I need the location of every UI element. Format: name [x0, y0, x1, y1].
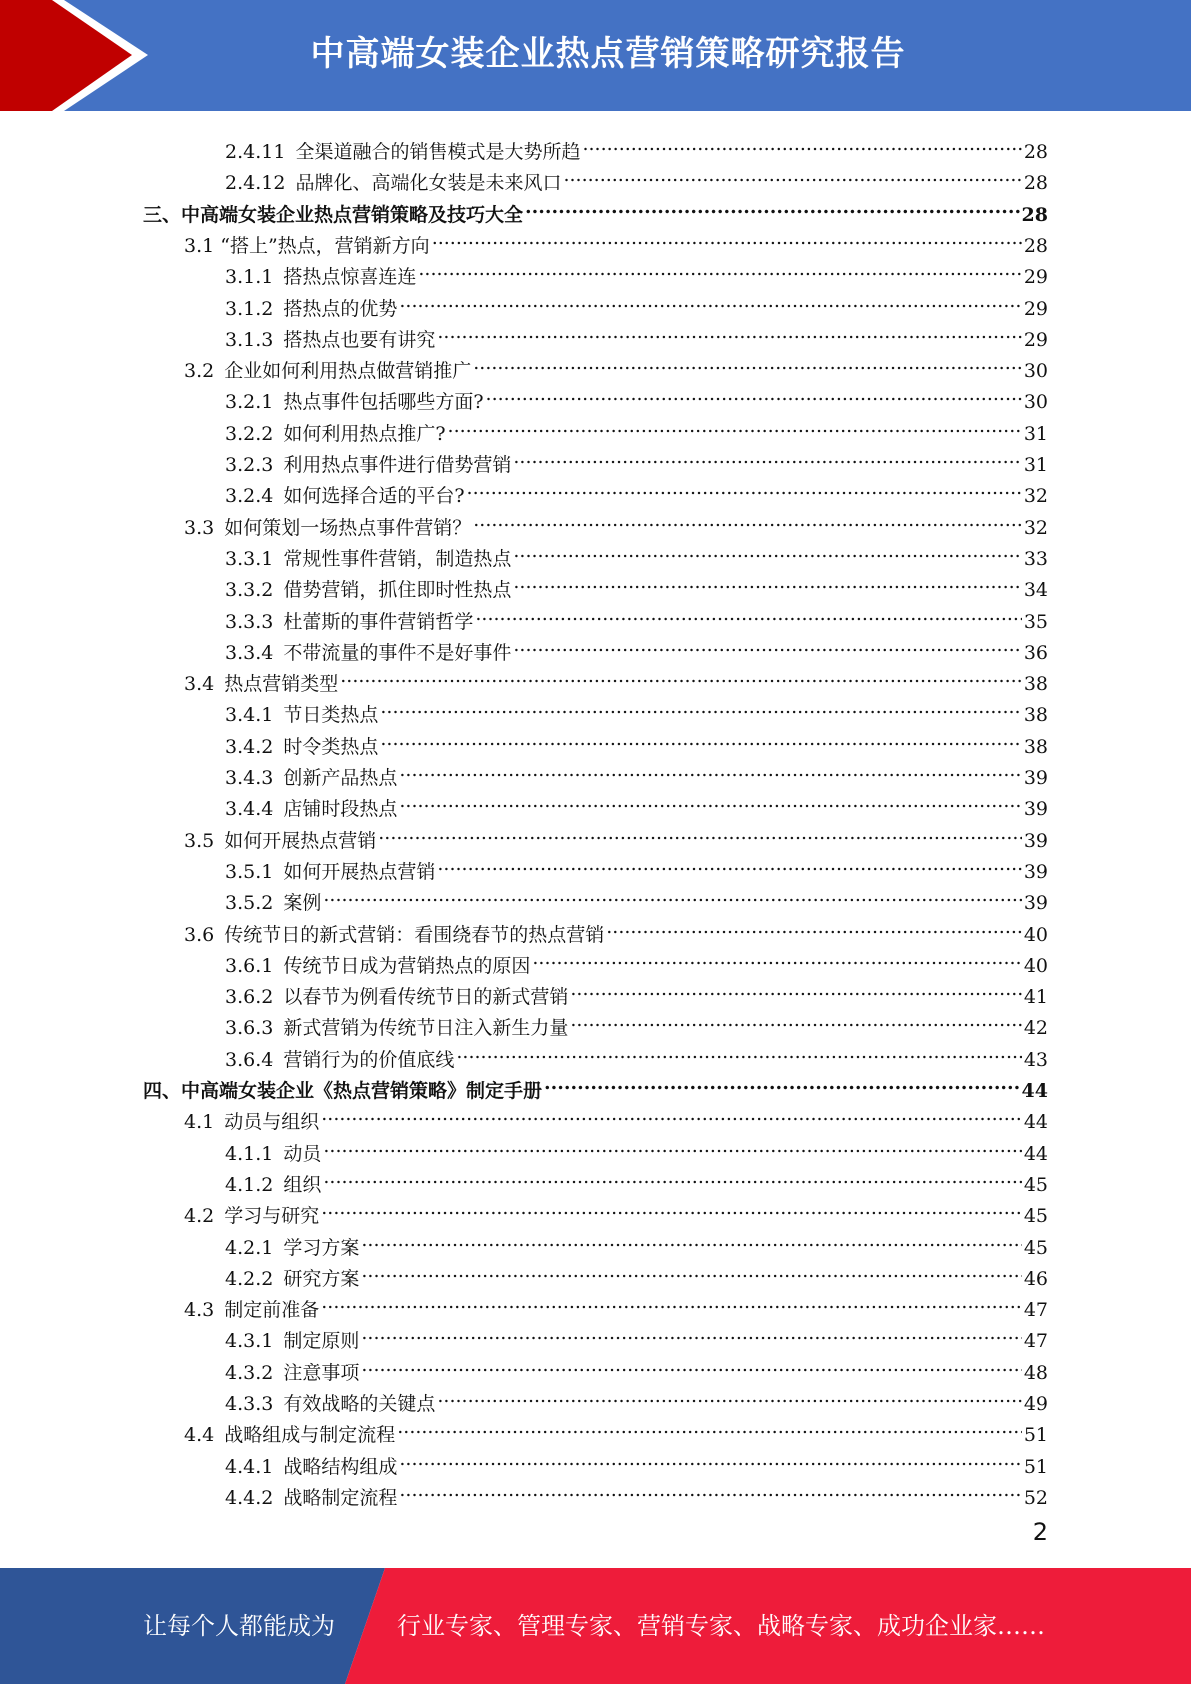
toc-dot-leader — [544, 1067, 1020, 1097]
toc-entry-page: 38 — [1023, 735, 1048, 758]
toc-entry-number: 3.4.4 — [225, 798, 274, 821]
toc-dot-leader — [321, 1286, 1022, 1316]
toc-entry-number: 3.6.3 — [225, 1017, 274, 1040]
toc-entry-title: 战略制定流程 — [283, 1486, 398, 1509]
toc-entry-page: 45 — [1023, 1205, 1048, 1228]
toc-entry-page: 28 — [1023, 234, 1048, 257]
toc-dot-leader — [361, 1349, 1021, 1379]
toc-entry[interactable] — [225, 973, 1048, 1009]
toc-dot-leader — [399, 285, 1021, 315]
toc-entry-title: 品牌化、高端化女装是未来风口 — [295, 172, 562, 195]
toc-entry[interactable] — [225, 1036, 1048, 1071]
toc-entry[interactable] — [225, 879, 1048, 915]
toc-entry-number: 4.3 — [184, 1299, 215, 1322]
toc-entry-number: 3.3.2 — [225, 579, 274, 602]
toc-entry-number: 3.2.2 — [225, 422, 274, 445]
toc-entry-title: 如何策划一场热点事件营销？ — [224, 516, 472, 539]
toc-entry[interactable] — [225, 629, 1048, 664]
toc-entry-page: 38 — [1023, 673, 1048, 696]
toc-entry-number: 3.6.4 — [225, 1048, 274, 1071]
toc-dot-leader — [397, 1411, 1022, 1441]
toc-entry-page: 34 — [1023, 579, 1048, 602]
toc-entry-title: 3.1 “搭上”热点，营销新方向 — [184, 234, 430, 257]
toc-entry-number: 4.4.1 — [225, 1455, 274, 1478]
toc-entry-title: 杜蕾斯的事件营销哲学 — [283, 610, 474, 633]
toc-entry-title: 搭热点的优势 — [283, 297, 398, 320]
toc-entry-title: 传统节日的新式营销：看围绕春节的热点营销 — [224, 923, 605, 946]
toc-dot-leader — [513, 535, 1021, 565]
toc-entry-title: 传统节日成为营销热点的原因 — [283, 954, 531, 977]
toc-entry-title: 热点营销类型 — [224, 673, 339, 696]
toc-entry[interactable] — [225, 754, 1048, 789]
toc-entry[interactable] — [225, 472, 1048, 508]
toc-entry-number: 4.1 — [184, 1111, 215, 1134]
toc-dot-leader — [399, 785, 1021, 815]
toc-entry-number: 3.3.1 — [225, 547, 274, 570]
toc-entry-title: 制定前准备 — [224, 1299, 320, 1322]
toc-entry-page: 44 — [1021, 1080, 1048, 1102]
toc-entry-page: 44 — [1023, 1142, 1048, 1165]
toc-entry-page: 42 — [1023, 1017, 1048, 1040]
toc-entry-page: 45 — [1023, 1173, 1048, 1196]
toc-entry-page: 48 — [1023, 1361, 1048, 1384]
toc-entry[interactable] — [184, 1192, 1048, 1228]
toc-entry-number: 4.2.1 — [225, 1236, 274, 1259]
toc-dot-leader — [361, 1224, 1021, 1254]
toc-entry-page: 30 — [1023, 360, 1048, 383]
toc-dot-leader — [361, 1317, 1021, 1347]
toc-entry-title: 战略组成与制定流程 — [224, 1424, 396, 1447]
toc-dot-leader — [323, 1161, 1021, 1191]
toc-entry-number: 4.1.2 — [225, 1173, 274, 1196]
toc-dot-leader — [606, 911, 1022, 941]
toc-entry-title: 创新产品热点 — [283, 767, 398, 789]
toc-entry-page: 43 — [1023, 1048, 1048, 1071]
toc-entry-number: 4.3.2 — [225, 1361, 274, 1384]
toc-entry-title: 如何利用热点推广? — [283, 422, 446, 445]
toc-dot-leader — [437, 316, 1021, 346]
toc-entry-title: 如何开展热点营销 — [224, 829, 377, 852]
toc-entry[interactable] — [225, 566, 1048, 602]
toc-entry-page: 40 — [1023, 923, 1048, 946]
toc-entry[interactable] — [143, 1067, 1048, 1102]
toc-dot-leader — [582, 128, 1021, 158]
toc-entry-number: 4.4.2 — [225, 1486, 274, 1509]
document-title: 中高端女装企业热点营销策略研究报告 — [310, 34, 906, 74]
toc-entry-page: 31 — [1023, 454, 1048, 476]
toc-dot-leader — [570, 1004, 1021, 1034]
toc-dot-leader — [399, 1474, 1021, 1504]
toc-entry-number: 3.4.2 — [225, 735, 274, 758]
toc-entry-title: 动员 — [283, 1142, 322, 1165]
toc-entry[interactable] — [184, 817, 1048, 852]
footer-roles: 行业专家、管理专家、营销专家、战略专家、成功企业家…… — [397, 1612, 1045, 1640]
toc-entry-page: 30 — [1023, 391, 1048, 414]
toc-entry-page: 35 — [1023, 610, 1048, 633]
toc-entry-title: 企业如何利用热点做营销推广 — [224, 360, 472, 383]
toc-entry-number: 3.3.3 — [225, 610, 274, 633]
toc-entry-title: 三、中高端女装企业热点营销策略及技巧大全 — [143, 203, 524, 226]
toc-entry-page: 29 — [1023, 297, 1048, 320]
toc-dot-leader — [323, 1130, 1021, 1160]
toc-entry-title: 利用热点事件进行借势营销 — [283, 454, 512, 476]
toc-entry-page: 36 — [1023, 641, 1048, 664]
toc-entry-title: 案例 — [283, 892, 322, 915]
toc-dot-leader — [563, 159, 1021, 189]
toc-entry-page: 33 — [1023, 547, 1048, 570]
toc-entry[interactable] — [225, 535, 1048, 570]
toc-entry-number: 4.3.3 — [225, 1393, 274, 1415]
toc-entry[interactable] — [225, 1349, 1048, 1384]
toc-entry[interactable] — [225, 785, 1048, 821]
toc-entry-page: 28 — [1023, 141, 1048, 163]
toc-entry-title: 如何开展热点营销 — [283, 860, 436, 883]
toc-entry-title: 四、中高端女装企业《热点营销策略》制定手册 — [143, 1080, 543, 1102]
toc-dot-leader — [432, 222, 1022, 252]
toc-entry[interactable] — [225, 441, 1048, 476]
toc-dot-leader — [513, 441, 1021, 471]
toc-dot-leader — [475, 598, 1021, 628]
toc-entry[interactable] — [184, 911, 1048, 946]
toc-entry-title: 组织 — [283, 1173, 322, 1196]
toc-entry-title: 如何选择合适的平台? — [283, 485, 465, 508]
footer-slogan: 让每个人都能成为 — [143, 1612, 335, 1640]
toc-entry-title: 常规性事件营销，制造热点 — [283, 547, 512, 570]
toc-entry[interactable] — [225, 128, 1048, 163]
toc-entry-page: 46 — [1023, 1267, 1048, 1290]
toc-entry[interactable] — [225, 378, 1048, 414]
toc-entry-title: 搭热点惊喜连连 — [283, 266, 417, 289]
toc-dot-leader — [437, 1380, 1021, 1410]
toc-entry-title: 时令类热点 — [283, 735, 379, 758]
toc-entry-page: 44 — [1023, 1111, 1048, 1134]
toc-dot-leader — [513, 629, 1021, 659]
toc-entry-page: 47 — [1023, 1299, 1048, 1322]
toc-entry-number: 3.4.3 — [225, 767, 274, 789]
toc-entry[interactable] — [225, 942, 1048, 977]
toc-dot-leader — [321, 1192, 1022, 1222]
toc-entry-title: 全渠道融合的销售模式是大势所趋 — [295, 141, 581, 163]
toc-dot-leader — [399, 754, 1021, 784]
toc-entry-title: 热点事件包括哪些方面? — [283, 391, 484, 414]
toc-dot-leader — [399, 1443, 1021, 1473]
toc-entry-page: 52 — [1023, 1486, 1048, 1509]
toc-entry[interactable] — [225, 598, 1048, 633]
toc-entry-number: 3.2.1 — [225, 391, 274, 414]
toc-entry[interactable] — [225, 691, 1048, 727]
toc-entry-number: 3.4 — [184, 673, 215, 696]
toc-dot-leader — [437, 848, 1021, 878]
toc-dot-leader — [570, 973, 1021, 1003]
toc-entry-number: 3.1.2 — [225, 297, 274, 320]
toc-dot-leader — [448, 410, 1022, 440]
toc-dot-leader — [467, 472, 1022, 502]
toc-entry[interactable] — [184, 1098, 1048, 1134]
toc-entry-title: 搭热点也要有讲究 — [283, 328, 436, 351]
toc-entry[interactable] — [184, 1411, 1048, 1447]
toc-entry-number: 3.5 — [184, 829, 215, 852]
page-number: 2 — [1032, 1518, 1048, 1546]
toc-dot-leader — [532, 942, 1021, 972]
toc-entry-page: 29 — [1023, 266, 1048, 289]
toc-entry[interactable] — [225, 1474, 1048, 1509]
toc-dot-leader — [323, 879, 1021, 909]
toc-entry-page: 45 — [1023, 1236, 1048, 1259]
toc-entry-number: 3.6 — [184, 923, 215, 946]
toc-entry-title: 学习方案 — [283, 1236, 360, 1259]
toc-entry-title: 借势营销，抓住即时性热点 — [283, 579, 512, 602]
toc-dot-leader — [473, 347, 1022, 377]
toc-entry-title: 有效战略的关键点 — [283, 1393, 436, 1415]
toc-entry[interactable] — [225, 1255, 1048, 1290]
toc-dot-leader — [378, 817, 1022, 847]
toc-entry-page: 39 — [1023, 767, 1048, 789]
toc-entry-number: 3.1.1 — [225, 266, 274, 289]
toc-entry[interactable] — [225, 1161, 1048, 1196]
toc-entry[interactable] — [225, 1130, 1048, 1165]
toc-entry-number: 4.4 — [184, 1424, 215, 1447]
toc-entry-page: 29 — [1023, 328, 1048, 351]
toc-dot-leader — [380, 691, 1021, 721]
toc-entry-number: 3.6.2 — [225, 986, 274, 1009]
toc-entry-number: 3.6.1 — [225, 954, 274, 977]
toc-dot-leader — [340, 660, 1022, 690]
toc-entry-page: 38 — [1023, 704, 1048, 727]
toc-entry-title: 新式营销为传统节日注入新生力量 — [283, 1017, 569, 1040]
toc-entry-number: 2.4.12 — [225, 172, 286, 195]
toc-dot-leader — [321, 1098, 1022, 1128]
toc-entry[interactable] — [184, 1286, 1048, 1322]
toc-entry[interactable] — [225, 1004, 1048, 1040]
toc-entry[interactable] — [225, 1224, 1048, 1259]
toc-entry-page: 39 — [1023, 860, 1048, 883]
toc-entry[interactable] — [225, 1380, 1048, 1415]
toc-entry-title: 注意事项 — [283, 1361, 360, 1384]
toc-entry-page: 41 — [1023, 986, 1048, 1009]
toc-entry-title: 制定原则 — [283, 1330, 360, 1353]
toc-entry[interactable] — [225, 723, 1048, 758]
toc-dot-leader — [513, 566, 1021, 596]
toc-entry-page: 39 — [1023, 798, 1048, 821]
toc-entry[interactable] — [184, 222, 1048, 257]
toc-entry-page: 51 — [1023, 1455, 1048, 1478]
toc-entry-number: 3.2 — [184, 360, 215, 383]
toc-entry[interactable] — [184, 504, 1048, 539]
toc-entry-page: 32 — [1023, 485, 1048, 508]
toc-entry-number: 3.4.1 — [225, 704, 274, 727]
toc-entry[interactable] — [225, 410, 1048, 445]
toc-entry-title: 节日类热点 — [283, 704, 379, 727]
page-header — [0, 0, 1191, 111]
toc-entry-title: 研究方案 — [283, 1267, 360, 1290]
toc-entry-page: 39 — [1023, 829, 1048, 852]
toc-entry-number: 4.1.1 — [225, 1142, 274, 1165]
toc-entry[interactable] — [225, 848, 1048, 883]
toc-entry-page: 31 — [1023, 422, 1048, 445]
toc-entry-page: 51 — [1023, 1424, 1048, 1447]
toc-dot-leader — [486, 378, 1022, 408]
toc-entry-number: 3.3.4 — [225, 641, 274, 664]
toc-entry-title: 学习与研究 — [224, 1205, 320, 1228]
toc-entry-page: 49 — [1023, 1393, 1048, 1415]
toc-entry-number: 3.3 — [184, 516, 215, 539]
toc-entry-number: 3.2.3 — [225, 454, 274, 476]
toc-entry-number: 3.5.1 — [225, 860, 274, 883]
toc-dot-leader — [380, 723, 1021, 753]
toc-entry-title: 战略结构组成 — [283, 1455, 398, 1478]
toc-entry-page: 40 — [1023, 954, 1048, 977]
toc-entry[interactable] — [225, 285, 1048, 320]
toc-entry-title: 动员与组织 — [224, 1111, 320, 1134]
toc-entry[interactable] — [184, 347, 1048, 383]
toc-entry-page: 28 — [1023, 172, 1048, 195]
toc-entry-number: 4.3.1 — [225, 1330, 274, 1353]
toc-entry-number: 3.5.2 — [225, 892, 274, 915]
toc-entry[interactable] — [225, 1317, 1048, 1353]
toc-dot-leader — [456, 1036, 1021, 1066]
toc-entry-number: 4.2.2 — [225, 1267, 274, 1290]
toc-entry-number: 4.2 — [184, 1205, 215, 1228]
toc-entry[interactable] — [225, 1443, 1048, 1478]
toc-entry-title: 店铺时段热点 — [283, 798, 398, 821]
toc-entry-number: 3.1.3 — [225, 328, 274, 351]
toc-entry-number: 2.4.11 — [225, 141, 286, 163]
toc-entry-page: 39 — [1023, 892, 1048, 915]
toc-entry[interactable] — [184, 660, 1048, 696]
toc-dot-leader — [525, 191, 1020, 221]
toc-entry[interactable] — [143, 191, 1048, 226]
page-footer — [0, 1568, 1191, 1684]
toc-entry-page: 47 — [1023, 1330, 1048, 1353]
toc-entry-page: 28 — [1021, 203, 1048, 226]
toc-entry-title: 营销行为的价值底线 — [283, 1048, 455, 1071]
toc-entry-page: 32 — [1023, 516, 1048, 539]
toc-dot-leader — [473, 504, 1022, 534]
toc-dot-leader — [361, 1255, 1021, 1285]
toc-dot-leader — [418, 253, 1021, 283]
toc-entry-title: 不带流量的事件不是好事件 — [283, 641, 512, 664]
toc-entry-title: 以春节为例看传统节日的新式营销 — [283, 986, 569, 1009]
toc-entry[interactable] — [225, 253, 1048, 289]
toc-entry[interactable] — [225, 316, 1048, 351]
toc-entry[interactable] — [225, 159, 1048, 195]
toc-entry-number: 3.2.4 — [225, 485, 274, 508]
